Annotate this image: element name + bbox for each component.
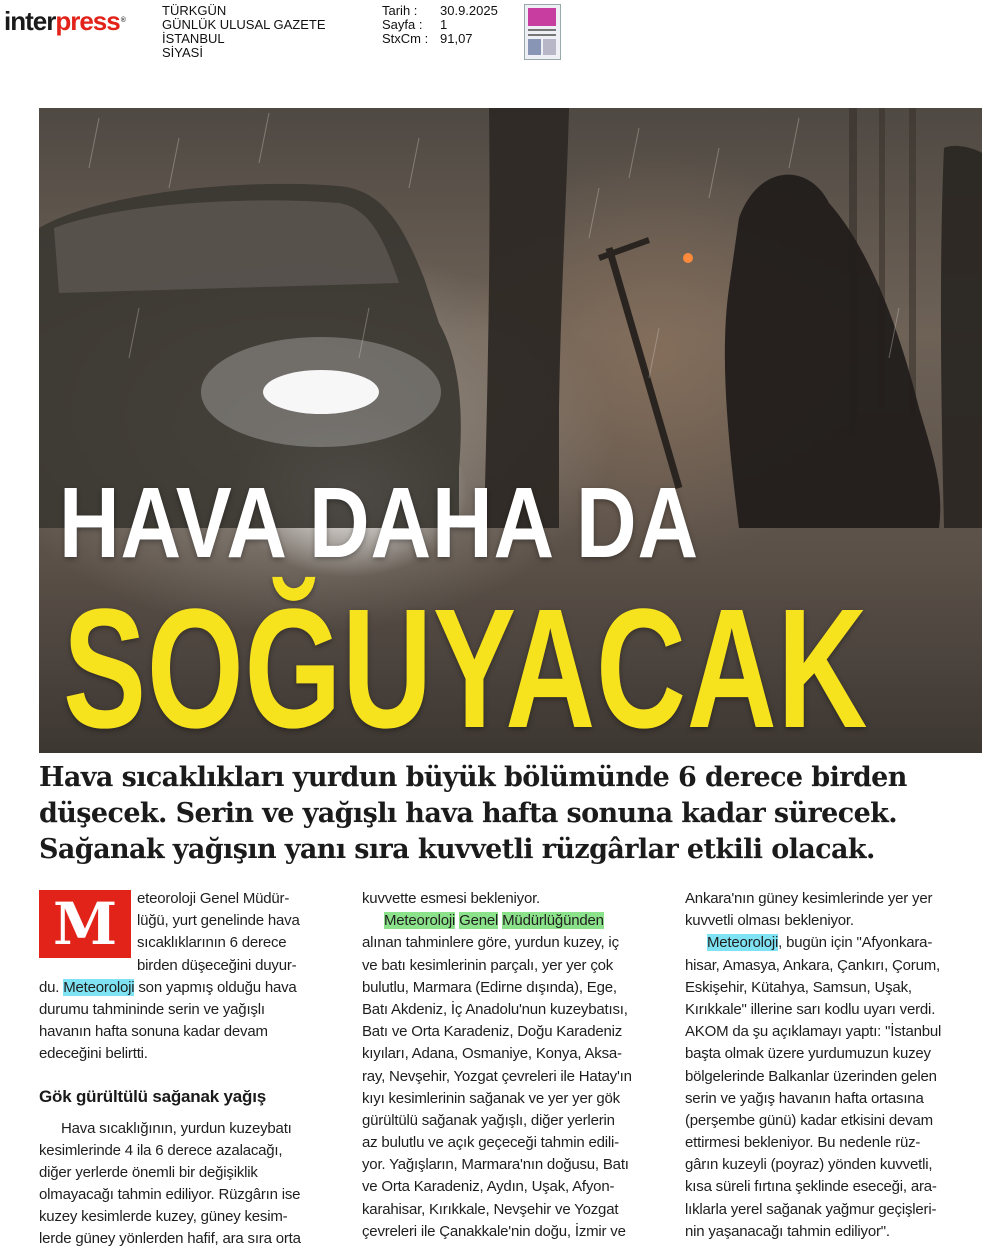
page-row: [382, 18, 498, 32]
page-thumbnail[interactable]: [524, 4, 561, 60]
text-line: bulutlu, Marmara (Edirne dışında), Ege,: [362, 978, 617, 996]
text-line: edeceğini belirtti.: [39, 1045, 148, 1063]
section-subheading: Gök gürültülü sağanak yağış: [39, 1086, 266, 1106]
text-line: Batı ve Orta Karadeniz, Doğu Karadeniz: [362, 1023, 623, 1041]
text-line: gârın kuzeyli (poyraz) yönden kuvvetli,: [685, 1156, 933, 1174]
text-line: kıyı kesimlerinin sağanak ve yer yer gök: [362, 1089, 620, 1107]
text-line: ray, Nevşehir, Yozgat çevreleri ile Hatay'ın: [362, 1067, 632, 1085]
highlighted-keyword: Meteoroloji: [63, 978, 135, 996]
dropcap: M: [39, 890, 131, 958]
text-line: hisar, Amasya, Ankara, Çankırı, Çorum,: [685, 956, 941, 974]
date-row: [382, 4, 498, 18]
stxcm-value: 91,07: [440, 31, 473, 46]
text-line: Ankara'nın güney kesimlerinde yer yer: [685, 890, 933, 907]
page-label: Sayfa :: [382, 17, 423, 32]
text-line: bölgelerinde Balkanlar üzerinden gelen: [685, 1067, 937, 1085]
text-line: ve batı kesimlerinin parçalı, yer yer çok: [362, 956, 614, 974]
text-line: Eskişehir, Kütahya, Samsun, Uşak,: [685, 978, 912, 996]
text-fragment: du.: [39, 978, 64, 996]
highlighted-keyword: Meteoroloji: [707, 934, 779, 952]
text-line: AKOM da şu açıklamayı yaptı: "İstanbul: [685, 1023, 942, 1041]
interpress-logo: [4, 6, 125, 36]
deck-line: Hava sıcaklıkları yurdun büyük bölümünde 6 derece birden: [39, 762, 907, 793]
text-line: karahisar, Kırıkkale, Nevşehir ve Yozgat: [362, 1200, 619, 1218]
publication-info: [162, 4, 326, 60]
publication-section: SİYASİ: [162, 45, 203, 60]
dropcap-paragraph: [39, 888, 339, 977]
text-line: lerde güney yönlerden hafif, ara sıra orta: [39, 1230, 301, 1248]
publication-name: TÜRKGÜN: [162, 3, 227, 18]
text-line: sıcaklıklarının 6 derece: [137, 934, 287, 952]
stxcm-label: StxCm :: [382, 31, 429, 46]
headline-line-2: SOĞUYACAK: [63, 574, 869, 753]
text-line: ettirmesi bekleniyor. Bu nedenle rüz-: [685, 1134, 921, 1152]
text-line: [39, 977, 339, 999]
text-line: diğer yerlerde önemli bir değişiklik: [39, 1163, 258, 1181]
text-line: çevreleri ile Çanakkale'nin doğu, İzmir ve: [362, 1222, 626, 1240]
highlighted-keyword: Genel: [459, 912, 499, 930]
text-line: lüğü, yurt genelinde hava: [137, 912, 300, 930]
text-line: durumu tahmininde serin ve yağışlı: [39, 1000, 265, 1018]
text-line: kısa süreli fırtına şeklinde eseceği, ara-: [685, 1178, 937, 1196]
text-line: olmayacağı tahmin ediliyor. Rüzgârın ise: [39, 1186, 301, 1204]
text-line: yor. Yağışların, Marmara'nın doğusu, Batı: [362, 1156, 629, 1174]
logo-text-main: inter: [4, 6, 56, 36]
body-column-3: [685, 888, 985, 1243]
text-fragment: son yapmış olduğu hava: [134, 978, 297, 996]
text-line: Hava sıcaklığının, yurdun kuzeybatı: [61, 1119, 292, 1137]
clip-metadata: [382, 4, 498, 46]
deck-line: Sağanak yağışın yanı sıra kuvvetli rüzgârlar etkili olacak.: [39, 834, 875, 865]
date-value: 30.9.2025: [440, 3, 498, 18]
logo-text-accent: press: [55, 6, 120, 36]
text-line: gürültülü sağanak yağışlı, diğer yerlerin: [362, 1111, 615, 1129]
body-column-1: [39, 888, 339, 1251]
rain-photo: [39, 108, 982, 753]
text-line: Kırıkkale" illerine sarı kodlu uyarı verdi.: [685, 1000, 936, 1018]
headline-line-1: HAVA DAHA DA: [59, 467, 700, 579]
text-line: kıyıları, Adana, Osmaniye, Konya, Aksa-: [362, 1045, 622, 1063]
text-line: kesimlerinde 4 ila 6 derece azalacağı,: [39, 1141, 283, 1159]
publication-city: İSTANBUL: [162, 31, 225, 46]
headline: [39, 108, 982, 753]
text-line: nin yaşanacağı tahmin ediliyor".: [685, 1222, 890, 1240]
text-line: serin ve yağış havanın hafta ortasına: [685, 1089, 924, 1107]
text-line: az bulutlu ve açık geçeceği tahmin edili-: [362, 1134, 619, 1152]
text-line: [362, 910, 662, 932]
stxcm-row: [382, 32, 498, 46]
text-line: kuzey kesimlerde kuzey, güney kesim-: [39, 1208, 288, 1226]
page-value: 1: [440, 17, 448, 32]
text-line: (perşembe günü) kadar etkisini devam: [685, 1111, 933, 1129]
text-line: birden düşeceğini duyur-: [137, 956, 297, 974]
text-line: eteoroloji Genel Müdür-: [137, 890, 290, 907]
text-line: lıklarla yerel sağanak yağmur geçişleri-: [685, 1200, 937, 1218]
highlighted-keyword: Meteoroloji: [384, 912, 456, 930]
text-line: havanın hafta sonuna kadar devam: [39, 1023, 268, 1041]
text-line: başta olmak üzere yurdumuzun kuzey: [685, 1045, 931, 1063]
text-fragment: , bugün için "Afyonkara-: [778, 934, 933, 952]
text-line: kuvvetli olması bekleniyor.: [685, 912, 854, 930]
deck-line: düşecek. Serin ve yağışlı hava hafta sonuna kadar sürecek.: [39, 798, 898, 829]
text-line: Batı Akdeniz, İç Anadolu'nun kuzeybatısı,: [362, 1000, 628, 1018]
body-column-2: [362, 888, 662, 1243]
text-line: kuvvette esmesi bekleniyor.: [362, 890, 541, 907]
logo-registered-mark: ®: [120, 17, 125, 24]
text-line: alınan tahminlere göre, yurdun kuzey, iç: [362, 934, 619, 952]
article-deck: [39, 760, 984, 868]
text-line: ve Orta Karadeniz, Aydın, Uşak, Afyon-: [362, 1178, 615, 1196]
highlighted-keyword: Müdürlüğünden: [502, 912, 604, 930]
publication-type: GÜNLÜK ULUSAL GAZETE: [162, 17, 326, 32]
date-label: Tarih :: [382, 3, 418, 18]
text-line: [685, 932, 985, 954]
